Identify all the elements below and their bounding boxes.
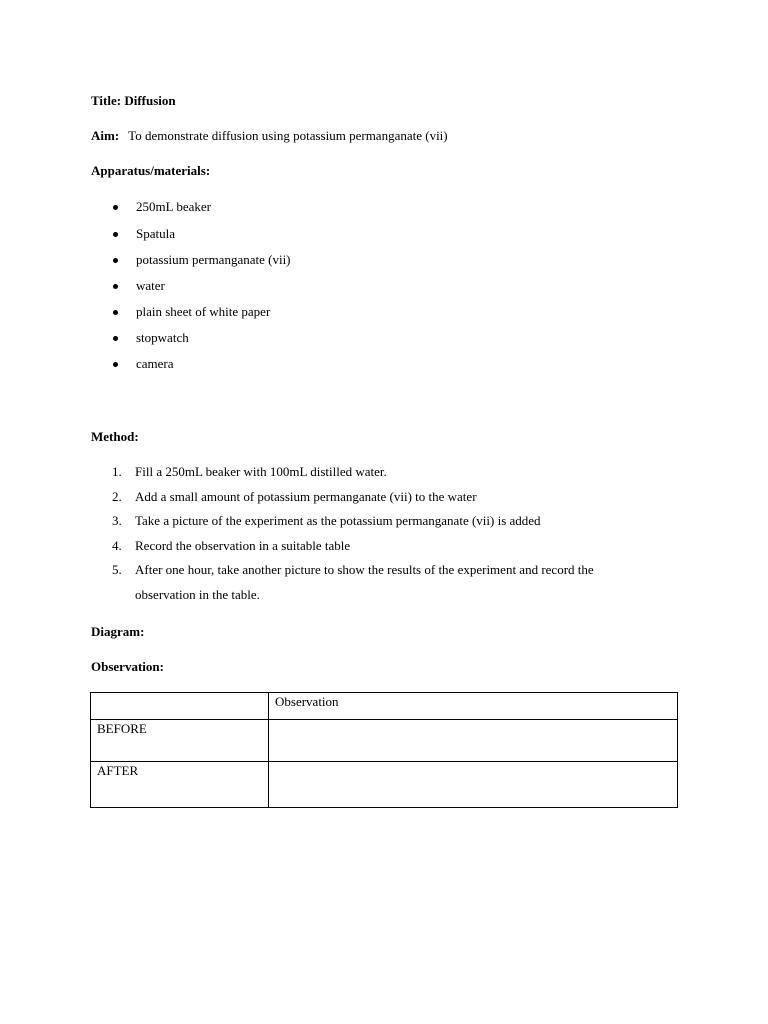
- table-header-cell: Observation: [269, 693, 678, 720]
- bullet-icon: [113, 205, 118, 210]
- table-cell: [269, 762, 678, 808]
- bullet-icon: [113, 258, 118, 263]
- diagram-heading: Diagram:: [91, 624, 145, 639]
- table-cell: BEFORE: [91, 720, 269, 762]
- observation-heading: Observation:: [91, 659, 164, 674]
- bullet-icon: [113, 336, 118, 341]
- step-number: 2.: [112, 489, 122, 504]
- aim-label: Aim:: [91, 128, 120, 143]
- aim-line: [91, 128, 448, 144]
- table-header-cell: [91, 693, 269, 720]
- observation-table: [90, 692, 678, 808]
- apparatus-heading: Apparatus/materials:: [91, 163, 211, 178]
- table-row: [91, 762, 678, 808]
- step-text-continued: observation in the table.: [135, 587, 260, 602]
- step-number: 3.: [112, 513, 122, 528]
- step-number: 1.: [112, 464, 122, 479]
- table-cell: [269, 720, 678, 762]
- step-text: Add a small amount of potassium permanganate (vii) to the water: [135, 489, 477, 504]
- title-label: Title:: [91, 93, 122, 108]
- list-item-text: Spatula: [136, 226, 175, 241]
- table-row: [91, 720, 678, 762]
- bullet-icon: [113, 232, 118, 237]
- list-item-text: potassium permanganate (vii): [136, 252, 291, 267]
- title-line: [91, 93, 176, 109]
- step-number: 4.: [112, 538, 122, 553]
- bullet-icon: [113, 362, 118, 367]
- bullet-icon: [113, 284, 118, 289]
- step-text: Fill a 250mL beaker with 100mL distilled water.: [135, 464, 387, 479]
- list-item-text: plain sheet of white paper: [136, 304, 271, 319]
- step-text: Record the observation in a suitable table: [135, 538, 351, 553]
- step-text: Take a picture of the experiment as the potassium permanganate (vii) is added: [135, 513, 541, 528]
- aim-text: To demonstrate diffusion using potassium permanganate (vii): [128, 128, 448, 143]
- list-item-text: stopwatch: [136, 330, 189, 345]
- step-text: After one hour, take another picture to show the results of the experiment and record the: [135, 562, 594, 577]
- list-item-text: camera: [136, 356, 174, 371]
- title-value: Diffusion: [124, 93, 176, 108]
- method-heading: Method:: [91, 429, 139, 444]
- list-item-text: water: [136, 278, 165, 293]
- table-header-row: [91, 693, 678, 720]
- bullet-icon: [113, 310, 118, 315]
- list-item-text: 250mL beaker: [136, 199, 211, 214]
- table-cell: AFTER: [91, 762, 269, 808]
- step-number: 5.: [112, 562, 122, 577]
